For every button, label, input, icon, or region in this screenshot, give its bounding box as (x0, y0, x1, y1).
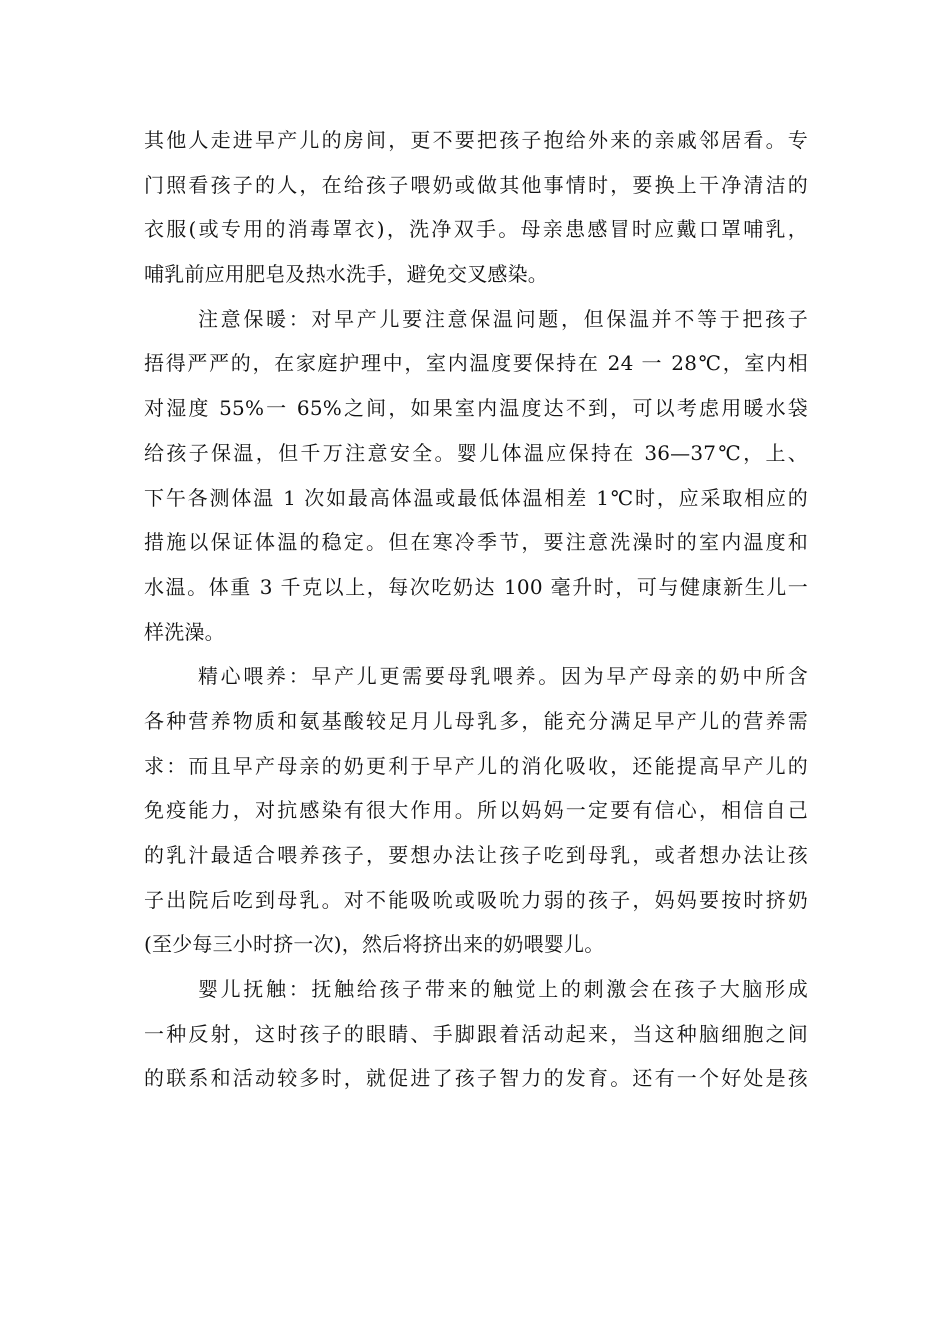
text-line: 其他人走进早产儿的房间，更不要把孩子抱给外来的亲戚邻居看。专 (144, 128, 808, 152)
text-line: 子出院后吃到母乳。对不能吸吮或吸吮力弱的孩子，妈妈要按时挤奶 (144, 887, 808, 912)
body-text (144, 118, 808, 1101)
text-line: 措施以保证体温的稳定。但在寒冷季节，要注意洗澡时的室内温度和 (144, 530, 808, 555)
text-line: 下午各测体温 1 次如最高体温或最低体温相差 1℃时，应采取相应的 (144, 485, 808, 510)
text-line: 的联系和活动较多时，就促进了孩子智力的发育。还有一个好处是孩 (144, 1066, 808, 1091)
paragraph-feeding (144, 654, 808, 967)
text-line: 水温。体重 3 千克以上，每次吃奶达 100 毫升时，可与健康新生儿一 (144, 574, 808, 599)
text-line: 给孩子保温，但千万注意安全。婴儿体温应保持在 36—37℃，上、 (144, 440, 808, 465)
text-line: 哺乳前应用肥皂及热水洗手，避免交叉感染。 (144, 262, 548, 287)
text-line: 各种营养物质和氨基酸较足月儿母乳多，能充分满足早产儿的营养需 (144, 708, 808, 733)
text-line: 的乳汁最适合喂养孩子，要想办法让孩子吃到母乳，或者想办法让孩 (144, 843, 808, 867)
text-line: 注意保暖：对早产儿要注意保温问题，但保温并不等于把孩子 (198, 306, 808, 331)
paragraph-keep-warm (144, 297, 808, 655)
text-line: 样洗澡。 (144, 619, 225, 644)
text-line: 免疫能力，对抗感染有很大作用。所以妈妈一定要有信心，相信自己 (144, 798, 808, 823)
text-line: 捂得严严的，在家庭护理中，室内温度要保持在 24 一 28℃，室内相 (144, 351, 808, 376)
text-line: 求：而且早产母亲的奶更利于早产儿的消化吸收，还能提高早产儿的 (144, 753, 808, 778)
paragraph-hygiene-continued (144, 118, 808, 297)
text-line: 门照看孩子的人，在给孩子喂奶或做其他事情时，要换上干净清洁的 (144, 172, 808, 197)
text-line: 精心喂养：早产儿更需要母乳喂养。因为早产母亲的奶中所含 (198, 664, 808, 689)
text-line: 衣服(或专用的消毒罩衣)，洗净双手。母亲患感冒时应戴口罩哺乳， (144, 217, 808, 242)
paragraph-touch (144, 967, 808, 1101)
text-line: 婴儿抚触：抚触给孩子带来的触觉上的刺激会在孩子大脑形成 (198, 977, 808, 1002)
text-line: (至少每三小时挤一次)，然后将挤出来的奶喂婴儿。 (144, 932, 605, 957)
text-line: 对湿度 55%一 65%之间，如果室内温度达不到，可以考虑用暖水袋 (144, 396, 808, 421)
text-line: 一种反射，这时孩子的眼睛、手脚跟着活动起来，当这种脑细胞之间 (144, 1021, 808, 1046)
